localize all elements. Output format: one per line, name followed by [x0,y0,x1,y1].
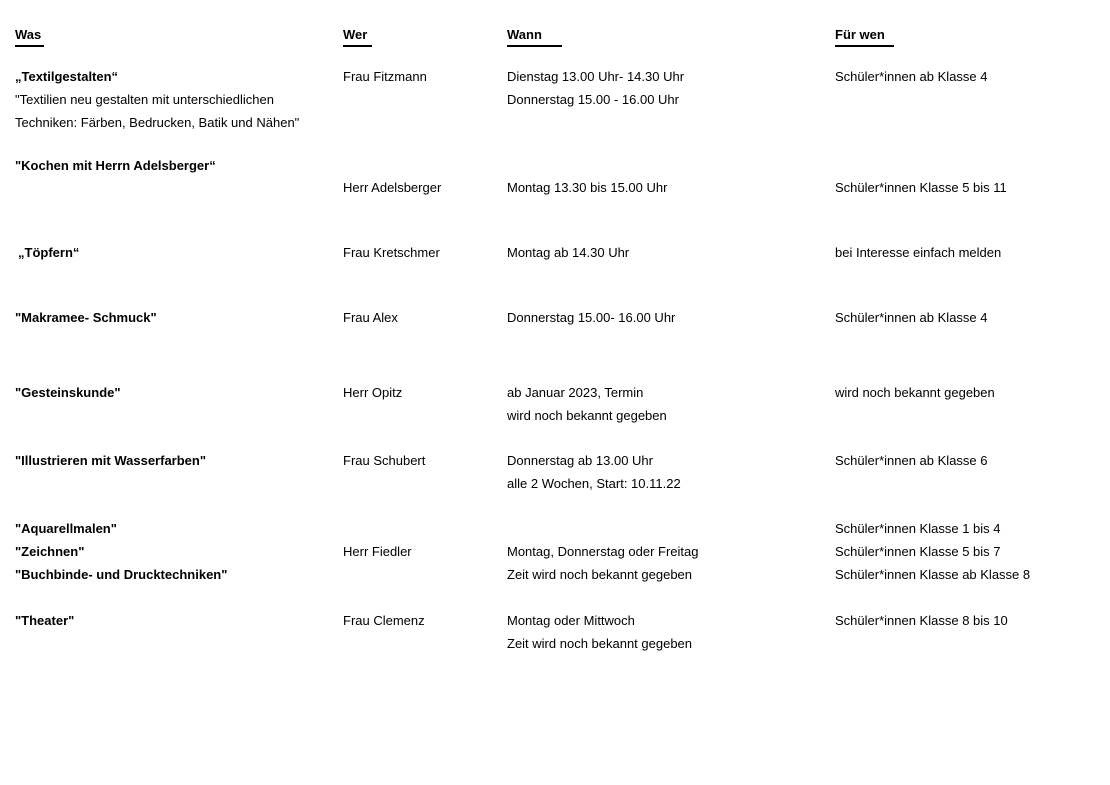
column-header-was: Was [15,27,42,42]
activity-audience: Schüler*innen Klasse 1 bis 4 [835,521,1001,536]
activity-title: „Töpfern“ [18,245,80,260]
activity-description: Techniken: Färben, Bedrucken, Batik und Nähen" [15,115,300,130]
activity-time: Zeit wird noch bekannt gegeben [507,636,693,651]
activity-time: Donnerstag 15.00- 16.00 Uhr [507,310,676,325]
activity-audience: Schüler*innen ab Klasse 4 [835,310,988,325]
activity-teacher: Frau Fitzmann [343,69,427,84]
column-header-wann: Wann [507,27,542,42]
activity-teacher: Herr Opitz [343,385,403,400]
activity-title: "Kochen mit Herrn Adelsberger“ [15,158,216,173]
activity-title: "Makramee- Schmuck" [15,310,157,325]
activity-teacher: Frau Kretschmer [343,245,440,260]
activity-audience: Schüler*innen ab Klasse 6 [835,453,988,468]
activity-title: "Theater" [15,613,75,628]
activity-audience: Schüler*innen ab Klasse 4 [835,69,988,84]
activity-time: Donnerstag 15.00 - 16.00 Uhr [507,92,679,107]
header-underline-was [15,45,44,47]
activity-teacher: Frau Clemenz [343,613,425,628]
activity-teacher: Frau Alex [343,310,398,325]
activity-time: wird noch bekannt gegeben [507,408,667,423]
activity-time: Montag, Donnerstag oder Freitag [507,544,699,559]
header-underline-wer [343,45,372,47]
column-header-wer: Wer [343,27,368,42]
activity-audience: Schüler*innen Klasse 8 bis 10 [835,613,1008,628]
activity-title: "Gesteinskunde" [15,385,121,400]
activity-teacher: Frau Schubert [343,453,426,468]
activity-audience: Schüler*innen Klasse 5 bis 7 [835,544,1001,559]
activity-time: Dienstag 13.00 Uhr- 14.30 Uhr [507,69,685,84]
activity-audience: wird noch bekannt gegeben [835,385,995,400]
activity-description: "Textilien neu gestalten mit unterschiedlichen [15,92,274,107]
column-header-fuer-wen: Für wen [835,27,885,42]
activity-teacher: Herr Fiedler [343,544,412,559]
activity-time: Montag 13.30 bis 15.00 Uhr [507,180,668,195]
activity-title: "Aquarellmalen" [15,521,117,536]
activity-title: "Zeichnen" [15,544,85,559]
activity-time: alle 2 Wochen, Start: 10.11.22 [507,476,681,491]
activity-teacher: Herr Adelsberger [343,180,442,195]
activity-time: Zeit wird noch bekannt gegeben [507,567,693,582]
activity-time: Montag oder Mittwoch [507,613,635,628]
activity-audience: bei Interesse einfach melden [835,245,1002,260]
header-underline-fuer-wen [835,45,894,47]
header-underline-wann [507,45,562,47]
activity-audience: Schüler*innen Klasse 5 bis 11 [835,180,1007,195]
activity-title: "Illustrieren mit Wasserfarben" [15,453,207,468]
activity-time: Donnerstag ab 13.00 Uhr [507,453,653,468]
activity-title: „Textilgestalten“ [15,69,119,84]
activity-time: ab Januar 2023, Termin [507,385,644,400]
activity-audience: Schüler*innen Klasse ab Klasse 8 [835,567,1031,582]
activity-time: Montag ab 14.30 Uhr [507,245,630,260]
activity-title: "Buchbinde- und Drucktechniken" [15,567,228,582]
